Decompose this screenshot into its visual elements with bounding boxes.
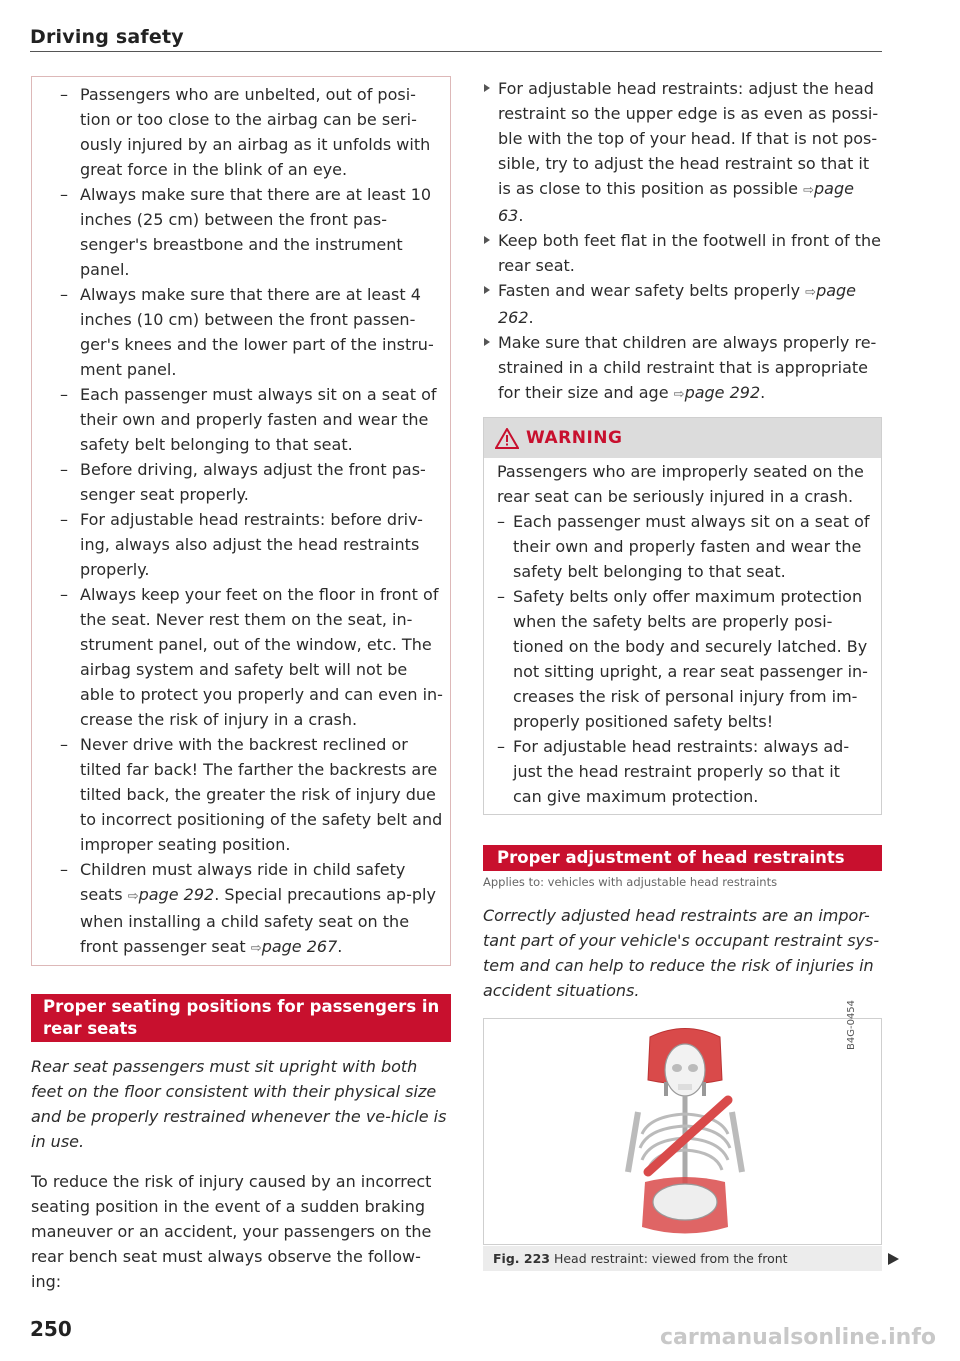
list-item: – Before driving, always adjust the front pas-senger seat properly. xyxy=(60,457,445,507)
list-item-text: . Special precautions ap-ply when installing a child safety seat on the front passenger seat xyxy=(80,885,436,956)
section-title: Driving safety xyxy=(30,26,184,48)
page-link[interactable]: ⇨page 63 xyxy=(498,179,854,225)
arrow-right-outline-icon: ⇨ xyxy=(803,183,815,198)
header-rule xyxy=(30,51,882,52)
watermark: carmanualsonline.info xyxy=(660,1325,936,1350)
list-item: – Never drive with the backrest reclined or tilted far back! The farther the backrests are tilted back, the greater the risk of injury due to incorrect positioning of the safety belt and improper seating position. xyxy=(60,732,445,857)
list-item: – Children must always ride in child safety seats ⇨page 292. Special precautions ap-ply when installing a child safety seat on the front passenger seat ⇨page 267. xyxy=(60,857,445,961)
warning-title: WARNING xyxy=(526,428,623,448)
list-item: – Safety belts only offer maximum protection when the safety belts are properly posi-tioned on the body and securely latched. By not sitting upright, a rear seat passenger in-creases the risk of personal injury from im-properly positioned safety belts! xyxy=(497,584,872,734)
applies-to-note: Applies to: vehicles with adjustable head restraints xyxy=(483,875,778,889)
page-link[interactable]: ⇨page 292 xyxy=(673,383,761,402)
head-restraint-illustration xyxy=(620,1022,750,1242)
arrow-right-outline-icon: ⇨ xyxy=(673,387,685,402)
list-item: – Always make sure that there are at least 4 inches (10 cm) between the front passen-ger's knees and the lower part of the instru-ment panel. xyxy=(60,282,445,382)
arrow-right-outline-icon: ⇨ xyxy=(805,285,817,300)
page-link[interactable]: ⇨page 262 xyxy=(498,281,857,327)
figure-caption xyxy=(483,1246,882,1271)
list-item: – For adjustable head restraints: before driv-ing, always also adjust the head restraints properly. xyxy=(60,507,445,582)
warning-text: Passengers who are improperly seated on the rear seat can be seriously injured in a crash. xyxy=(497,462,864,506)
list-item: – Always make sure that there are at least 10 inches (25 cm) between the front pas-senger's breastbone and the instrument panel. xyxy=(60,182,445,282)
airbag-warning-list xyxy=(60,82,445,961)
head-restraints-intro: Correctly adjusted head restraints are an impor-tant part of your vehicle's occupant restraint sys-tem and can help to reduce the risk of injuries in accident situations. xyxy=(483,906,880,1000)
list-item: Keep both feet flat in the footwell in front of the rear seat. xyxy=(483,228,883,278)
list-item: Make sure that children are always properly re-strained in a child restraint that is appropriate for their size and age ⇨page 292. xyxy=(483,330,883,407)
arrow-right-outline-icon: ⇨ xyxy=(250,941,262,956)
figure-label: Fig. 223 xyxy=(493,1251,550,1266)
rear-seat-instructions xyxy=(483,76,883,407)
page-link[interactable]: ⇨page 292 xyxy=(127,885,215,904)
list-item-text: Children must always ride in child safety seats xyxy=(80,860,406,904)
list-item: – For adjustable head restraints: always ad-just the head restraint properly so that it can give maximum protection. xyxy=(497,734,872,809)
rear-seats-paragraph: To reduce the risk of injury caused by an incorrect seating position in the event of a sudden braking maneuver or an accident, your passengers on the rear bench seat must always observe the follow-ing: xyxy=(31,1172,432,1291)
list-item: For adjustable head restraints: adjust the head restraint so the upper edge is as even as possi-ble with the top of your head. If that is not pos-sible, try to adjust the head restraint so that it is as close to this position as possible ⇨page 63. xyxy=(483,76,883,228)
list-item: – Passengers who are unbelted, out of posi-tion or too close to the airbag can be seri-ously injured by an airbag as it unfolds with great force in the blink of an eye. xyxy=(60,82,445,182)
list-item: – Each passenger must always sit on a seat of their own and properly fasten and wear the safety belt belonging to that seat. xyxy=(497,509,872,584)
page-link[interactable]: ⇨page 267 xyxy=(250,937,338,956)
continue-arrow-icon xyxy=(888,1253,899,1265)
arrow-right-outline-icon: ⇨ xyxy=(127,889,139,904)
warning-triangle-icon xyxy=(495,428,519,449)
head-restraints-heading: Proper adjustment of head restraints xyxy=(483,845,882,871)
figure-caption-text: Head restraint: viewed from the front xyxy=(553,1251,788,1266)
warning-list xyxy=(497,509,872,809)
page-number: 250 xyxy=(30,1317,72,1341)
rear-seats-intro: Rear seat passengers must sit upright with both feet on the floor consistent with their physical size and be properly restrained whenever the ve-hicle is in use. xyxy=(31,1057,447,1151)
figure-code: B4G-0454 xyxy=(846,999,857,1050)
list-item: – Each passenger must always sit on a seat of their own and properly fasten and wear the safety belt belonging to that seat. xyxy=(60,382,445,457)
rear-seats-heading: Proper seating positions for passengers in rear seats xyxy=(31,994,451,1042)
list-item: Fasten and wear safety belts properly ⇨page 262. xyxy=(483,278,883,330)
list-item: – Always keep your feet on the floor in front of the seat. Never rest them on the seat, in-strument panel, out of the window, etc. The airbag system and safety belt will not be able to protect you properly and can even in-crease the risk of injury in a crash. xyxy=(60,582,445,732)
